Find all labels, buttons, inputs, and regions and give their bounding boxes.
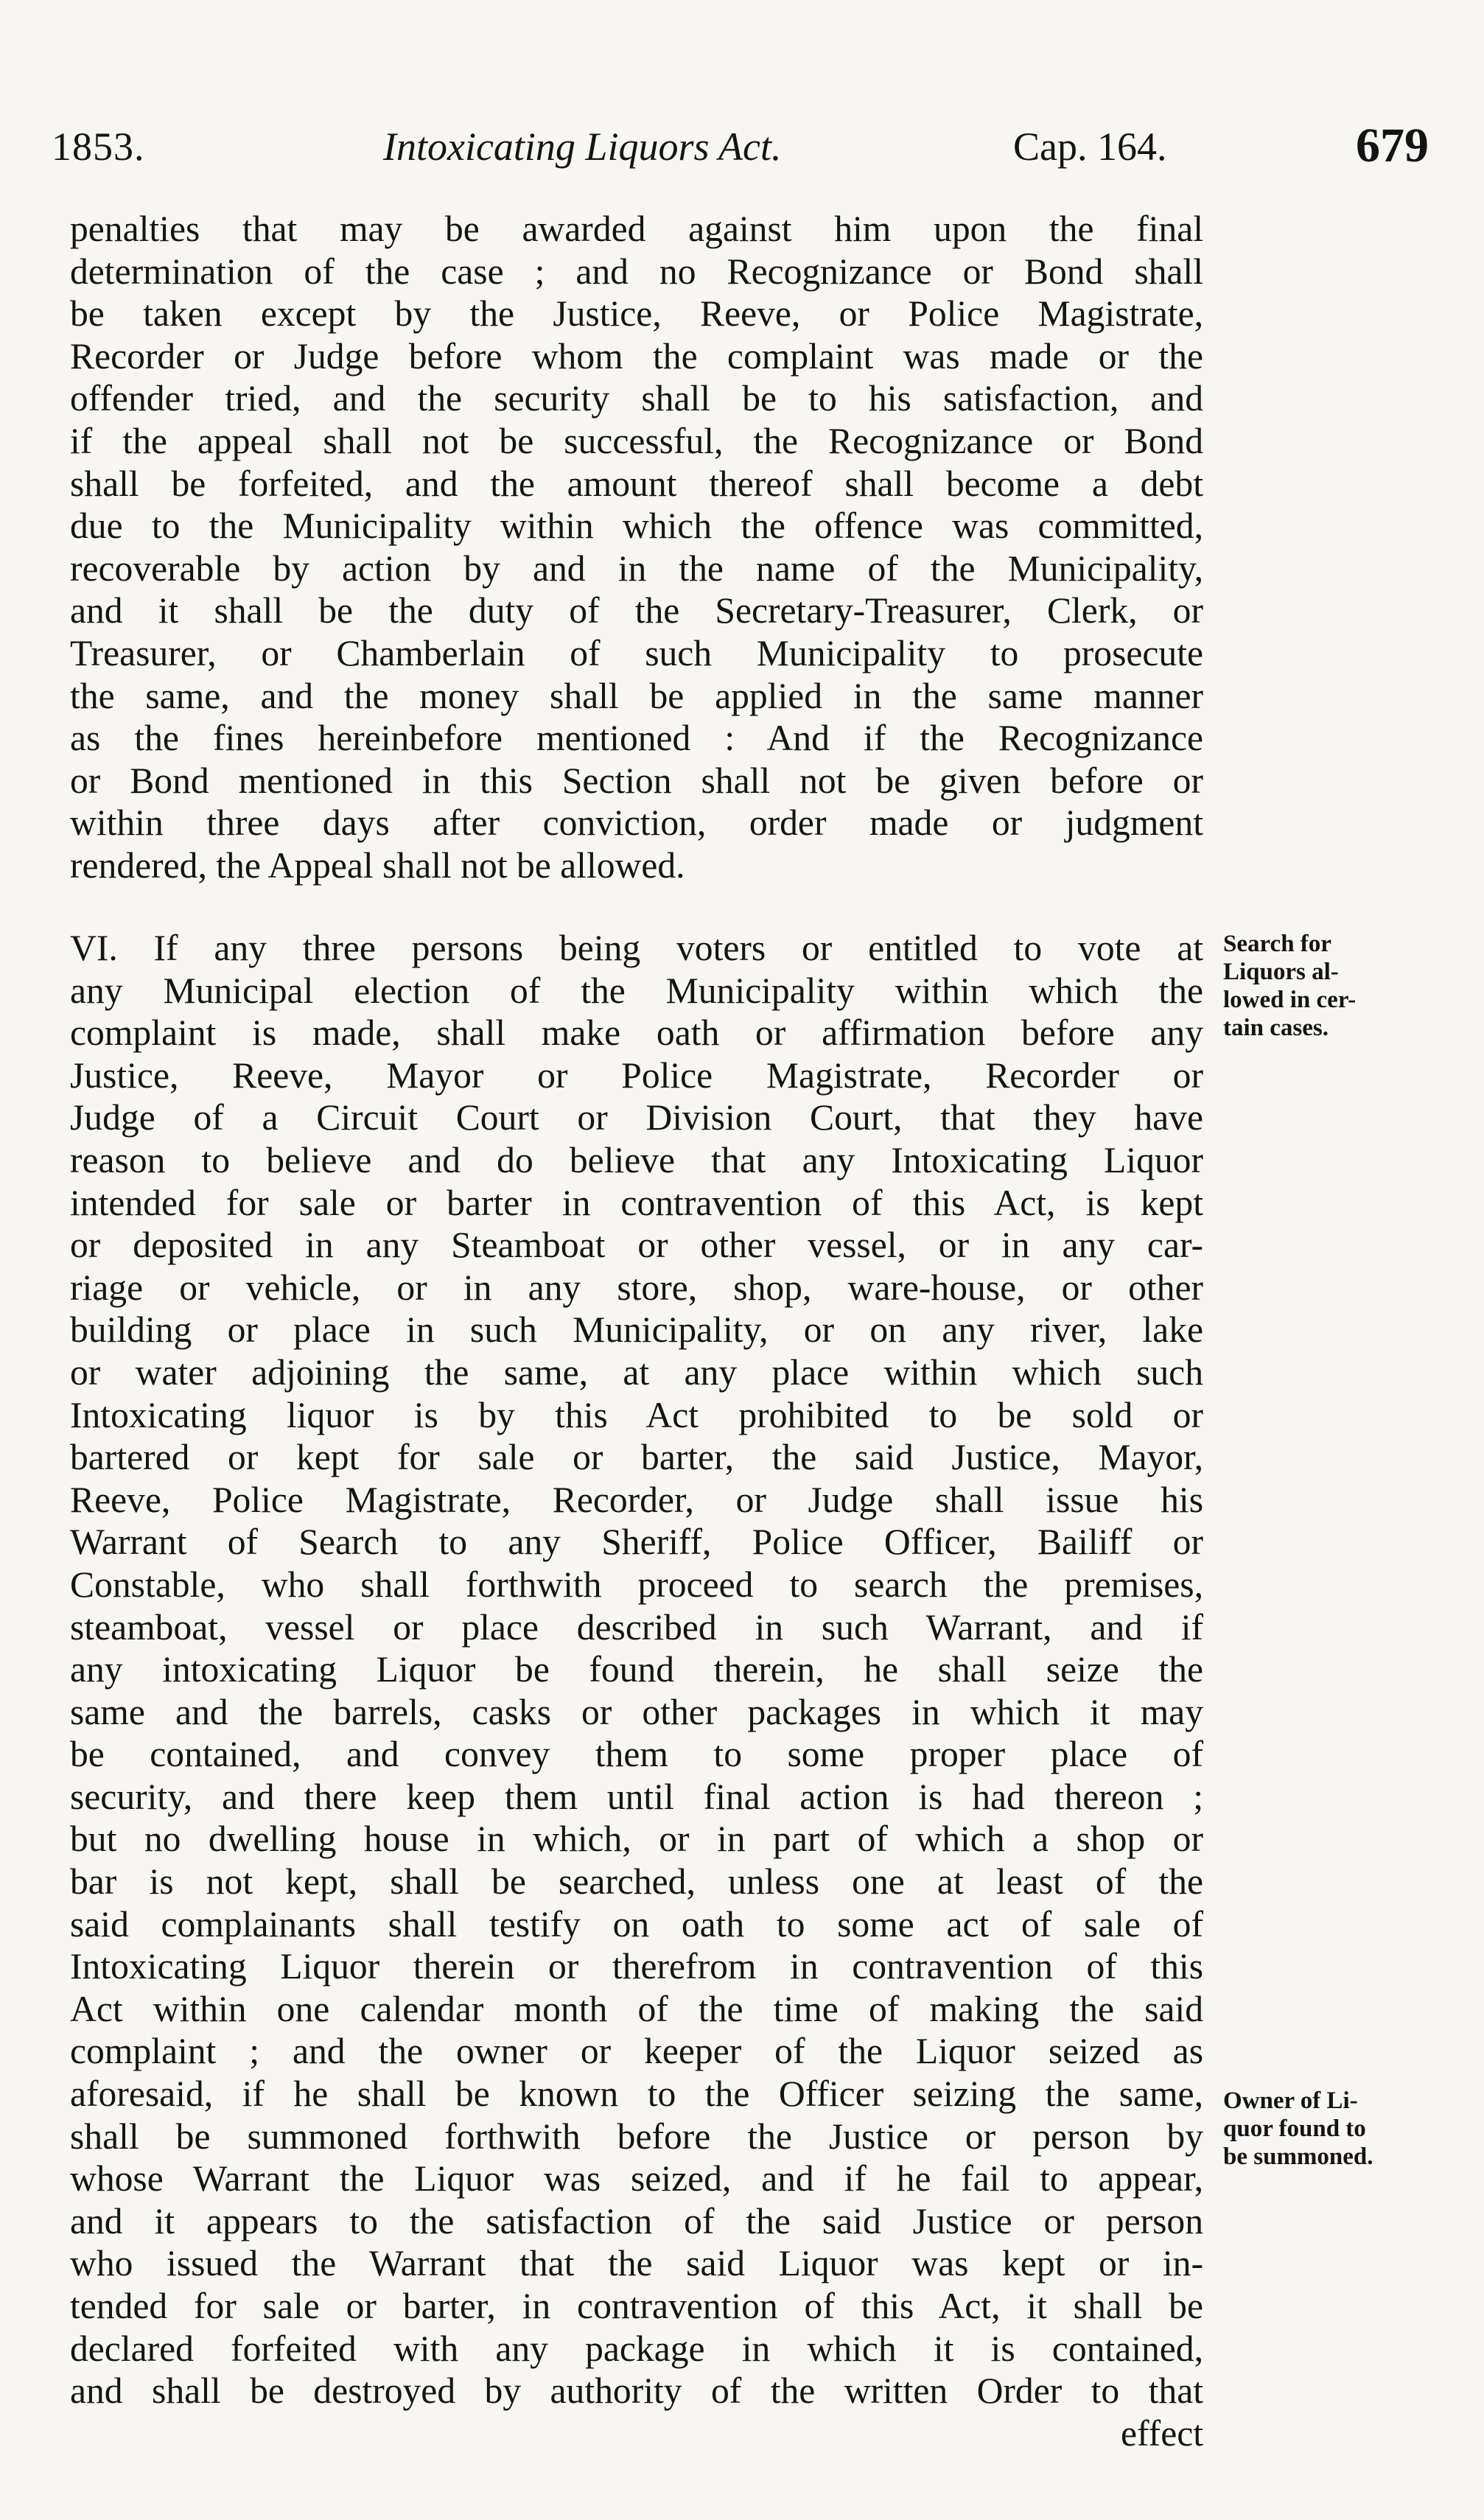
margin-note-owner-line: Owner of Li- — [1223, 2087, 1358, 2114]
margin-note-search-line: Liquors al- — [1223, 959, 1339, 985]
section-vi-line: security, and there keep them until final action is had thereon ; — [70, 1776, 1203, 1817]
section-vi-line: Warrant of Search to any Sheriff, Police Officer, Bailiff or — [70, 1522, 1203, 1563]
paragraph-top-line: or Bond mentioned in this Section shall not be given before or — [70, 760, 1203, 801]
paragraph-top-line: be taken except by the Justice, Reeve, or Police Magistrate, — [70, 293, 1203, 335]
section-vi-paragraph — [70, 927, 1203, 2454]
section-vi-line: VI. If any three persons being voters or entitled to vote at — [70, 928, 1203, 968]
paragraph-top-line: if the appeal shall not be successful, the Recognizance or Bond — [70, 420, 1203, 461]
paragraph-top-line: penalties that may be awarded against him upon the final — [70, 209, 1203, 249]
section-vi-line: declared forfeited with any package in which it is contained, — [70, 2328, 1203, 2369]
running-head-year: 1853. — [52, 125, 145, 169]
paragraph-top-line: the same, and the money shall be applied in the same manner — [70, 675, 1203, 716]
section-vi-line: Judge of a Circuit Court or Division Court, that they have — [70, 1097, 1203, 1138]
paragraph-top-line: determination of the case ; and no Recognizance or Bond shall — [70, 251, 1203, 292]
section-vi-line: shall be summoned forthwith before the Justice or person by — [70, 2115, 1203, 2157]
margin-note-owner — [1223, 2087, 1444, 2171]
section-vi-line: whose Warrant the Liquor was seized, and if he fail to appear, — [70, 2158, 1203, 2199]
margin-note-search-line: tain cases. — [1223, 1015, 1329, 1041]
continued-paragraph — [70, 208, 1203, 887]
section-vi-line: Intoxicating liquor is by this Act prohibited to be sold or — [70, 1394, 1203, 1435]
section-vi-line: and shall be destroyed by authority of the written Order to that — [70, 2370, 1203, 2412]
section-vi-line: riage or vehicle, or in any store, shop, ware-house, or other — [70, 1267, 1203, 1308]
section-vi-line: bar is not kept, shall be searched, unless one at least of the — [70, 1861, 1203, 1903]
section-vi-line: bartered or kept for sale or barter, the said Justice, Mayor, — [70, 1437, 1203, 1478]
catchword: effect — [1121, 2412, 1203, 2454]
paragraph-top-line: due to the Municipality within which the offence was committed, — [70, 505, 1203, 547]
section-vi-line: same and the barrels, casks or other packages in which it may — [70, 1691, 1203, 1732]
section-vi-line: building or place in such Municipality, or on any river, lake — [70, 1309, 1203, 1351]
section-vi-line: any intoxicating Liquor be found therein, he shall seize the — [70, 1649, 1203, 1690]
section-vi-line: intended for sale or barter in contravention of this Act, is kept — [70, 1182, 1203, 1223]
section-vi-line: steamboat, vessel or place described in such Warrant, and if — [70, 1606, 1203, 1648]
section-vi-line: but no dwelling house in which, or in part of which a shop or — [70, 1819, 1203, 1860]
section-vi-line: or deposited in any Steamboat or other vessel, or in any car- — [70, 1225, 1203, 1266]
margin-note-search-line: Search for — [1223, 931, 1331, 957]
section-vi-line: or water adjoining the same, at any place within which such — [70, 1351, 1203, 1393]
section-vi-line: complaint ; and the owner or keeper of the Liquor seized as — [70, 2031, 1203, 2072]
section-vi-line: complaint is made, shall make oath or affirmation before any — [70, 1012, 1203, 1054]
section-vi-line: Justice, Reeve, Mayor or Police Magistrate, Recorder or — [70, 1054, 1203, 1096]
margin-note-search-line: lowed in cer- — [1223, 987, 1357, 1013]
paragraph-top-line: as the fines hereinbefore mentioned : And if the Recognizance — [70, 718, 1203, 759]
paragraph-top-line: Recorder or Judge before whom the complaint was made or the — [70, 335, 1203, 377]
section-vi-line: Reeve, Police Magistrate, Recorder, or Judge shall issue his — [70, 1479, 1203, 1520]
section-vi-line: who issued the Warrant that the said Liquor was kept or in- — [70, 2243, 1203, 2284]
section-vi-line: reason to believe and do believe that any Intoxicating Liquor — [70, 1139, 1203, 1180]
paragraph-top-line: offender tried, and the security shall be to his satisfaction, and — [70, 378, 1203, 419]
paragraph-top-line: rendered, the Appeal shall not be allowed. — [70, 844, 685, 886]
section-vi-line: tended for sale or barter, in contravention of this Act, it shall be — [70, 2286, 1203, 2326]
paragraph-top-line: within three days after conviction, order made or judgment — [70, 802, 1203, 844]
paragraph-top-line: recoverable by action by and in the name of the Municipality, — [70, 547, 1203, 589]
section-vi-line: aforesaid, if he shall be known to the Officer seizing the same, — [70, 2073, 1203, 2115]
section-vi-line: be contained, and convey them to some proper place of — [70, 1734, 1203, 1775]
section-vi-line: Constable, who shall forthwith proceed to search the premises, — [70, 1564, 1203, 1605]
section-vi-line: and it appears to the satisfaction of the said Justice or person — [70, 2200, 1203, 2241]
running-head — [52, 119, 1437, 190]
margin-note-owner-line: be summoned. — [1223, 2143, 1373, 2170]
running-head-title: Intoxicating Liquors Act. — [383, 125, 782, 169]
margin-note-owner-line: quor found to — [1223, 2115, 1366, 2142]
paragraph-top-line: shall be forfeited, and the amount thereof shall become a debt — [70, 463, 1203, 504]
paragraph-top-line: and it shall be the duty of the Secretary-Treasurer, Clerk, or — [70, 590, 1203, 631]
margin-note-search — [1223, 930, 1444, 1042]
section-vi-line: any Municipal election of the Municipality within which the — [70, 970, 1203, 1011]
page-number: 679 — [1356, 119, 1429, 172]
running-head-chapter: Cap. 164. — [1013, 125, 1167, 169]
section-vi-line: Act within one calendar month of the time of making the said — [70, 1988, 1203, 2029]
section-vi-line: said complainants shall testify on oath to some act of sale of — [70, 1903, 1203, 1945]
paragraph-top-line: Treasurer, or Chamberlain of such Municipality to prosecute — [70, 632, 1203, 673]
section-vi-line: Intoxicating Liquor therein or therefrom in contravention of this — [70, 1946, 1203, 1987]
